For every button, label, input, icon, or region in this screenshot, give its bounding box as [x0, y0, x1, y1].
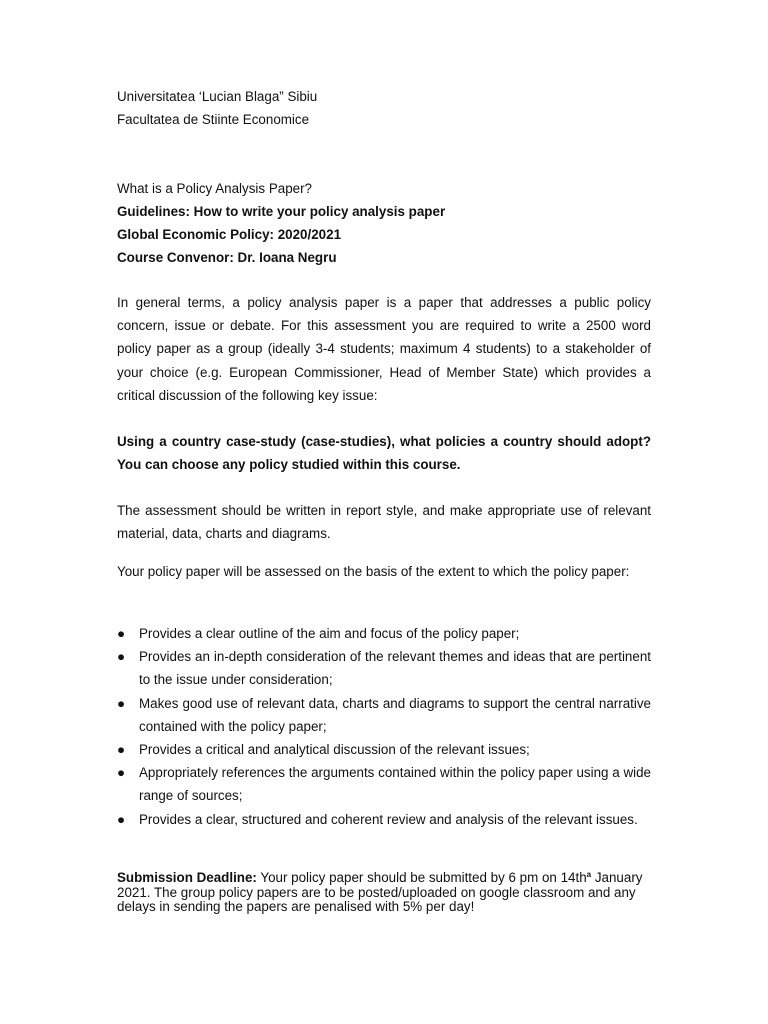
deadline-label: Submission Deadline:	[117, 870, 257, 885]
assessment-text: Your policy paper will be assessed on the basis of the extent to which the policy paper:	[117, 564, 630, 579]
style-text: The assessment should be written in report style, and make appropriate use of relevant material, data, charts and diagrams.	[117, 503, 651, 542]
list-item	[117, 645, 651, 691]
course-heading: Global Economic Policy: 2020/2021	[117, 227, 342, 242]
deadline-text-part1: Your policy paper should be submitted by 6 pm on 14th	[256, 870, 587, 885]
guidelines-heading: Guidelines: How to write your policy analysis paper	[117, 204, 446, 219]
intro-text: In general terms, a policy analysis paper is a paper that addresses a public policy concern, issue or debate. For this assessment you are required to write a 2500 word policy paper as a group (ideally 3-4 students; maximum 4 students) to a stakeholder of your choice (e.g. European Commissioner, Head of Member State) which provides a critical discussion of the following key issue:	[117, 295, 651, 403]
bullet-icon: ●	[117, 765, 126, 781]
key-issue-text: Using a country case-study (case-studies), what policies a country should adopt? You can choose any policy studied within this course.	[117, 434, 651, 473]
university-name: Universitatea ‘Lucian Blaga” Sibiu	[117, 89, 318, 104]
deadline-text	[117, 871, 651, 915]
deadline-paragraph	[117, 871, 651, 915]
list-item	[117, 808, 651, 831]
list-item-text: Provides a clear outline of the aim and focus of the policy paper;	[139, 626, 520, 641]
list-item	[117, 622, 651, 645]
intro-paragraph	[117, 291, 651, 407]
list-item-text: Makes good use of relevant data, charts and diagrams to support the central narrative contained with the policy paper;	[139, 695, 651, 734]
bullet-icon: ●	[117, 811, 126, 827]
key-issue-paragraph	[117, 430, 651, 476]
convenor-heading: Course Convenor: Dr. Ioana Negru	[117, 250, 337, 265]
list-item	[117, 692, 651, 738]
deadline-text-part2: January 2021. The group policy papers are to be posted/uploaded on google classroom and any delays in sending the papers are penalised with 5% per day!	[117, 870, 643, 914]
bullet-icon: ●	[117, 695, 126, 711]
list-item-text: Provides a critical and analytical discussion of the relevant issues;	[139, 742, 530, 758]
bullet-icon: ●	[117, 626, 126, 641]
bullet-icon: ●	[117, 742, 126, 758]
question-heading: What is a Policy Analysis Paper?	[117, 181, 312, 196]
faculty-name: Facultatea de Stiinte Economice	[117, 112, 310, 127]
deadline-superscript: a	[586, 870, 592, 879]
title-block	[117, 177, 651, 269]
criteria-list	[117, 622, 651, 831]
assessment-paragraph	[117, 560, 651, 583]
list-item-text: Provides a clear, structured and coherent review and analysis of the relevant issues.	[139, 811, 638, 827]
style-paragraph	[117, 499, 651, 545]
list-item-text: Appropriately references the arguments contained within the policy paper using a wide range of sources;	[139, 765, 651, 804]
bullet-icon: ●	[117, 649, 126, 665]
list-item-text: Provides an in-depth consideration of the relevant themes and ideas that are pertinent to the issue under consideration;	[139, 649, 651, 688]
institution-header	[117, 85, 651, 131]
criteria-list-container	[117, 622, 651, 831]
list-item	[117, 761, 651, 807]
list-item	[117, 738, 651, 761]
